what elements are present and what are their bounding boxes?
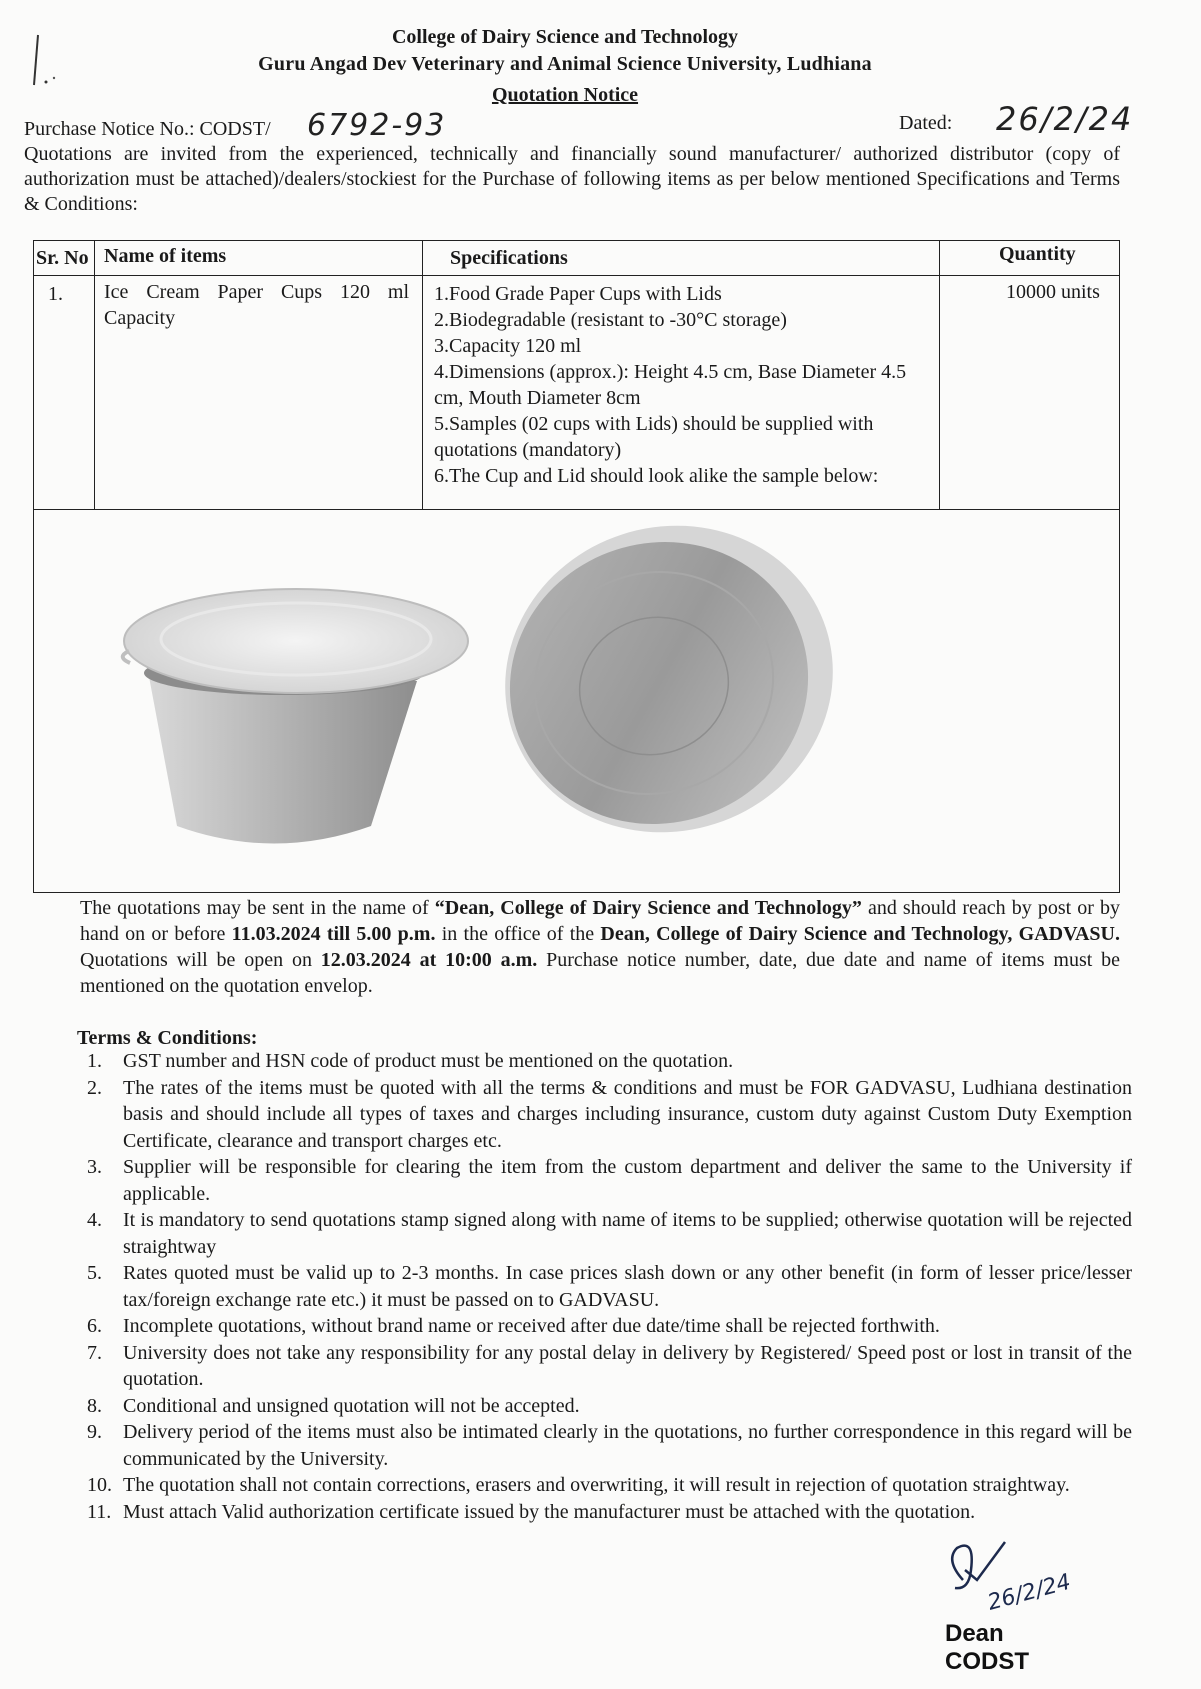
signature-date: 26/2/24: [985, 1569, 1074, 1616]
term-item: 5. Rates quoted must be valid up to 2-3 months. In case prices slash down or any other benefit (in form of lesser price/lesser tax/foreign exchange rate etc.) it must be passed on to GADVASU.: [87, 1262, 1132, 1311]
term-item: 9. Delivery period of the items must also be intimated clearly in the quotations, no further correspondence in this regard will be communicated by the University.: [87, 1421, 1132, 1470]
page-title: Quotation Notice: [491, 84, 639, 106]
office-text: Dean, College of Dairy Science and Technology, GADVASU.: [600, 923, 1120, 945]
dated-label: Dated:: [899, 112, 953, 134]
terms-list: [87, 1048, 1132, 1525]
term-item: 2. The rates of the items must be quoted with all the terms & conditions and must be FOR GADVASU, Ludhiana destination basis and should include all types of taxes and charges including insurance, custom duty against Custom Duty Exemption Certificate, clearance and transport charges etc.: [87, 1076, 1132, 1152]
date-handwritten: 26/2/24: [996, 100, 1134, 138]
term-item: 1. GST number and HSN code of product must be mentioned on the quotation.: [87, 1050, 734, 1072]
term-item: 3. Supplier will be responsible for clearing the item from the custom department and deliver the same to the University if applicable.: [87, 1156, 1132, 1205]
term-item: 7. University does not take any responsibility for any postal delay in delivery by Registered/ Speed post or lost in transit of the quotation.: [87, 1341, 1132, 1390]
lid-icon: [465, 511, 873, 875]
header-name-of-items: Name of items: [104, 245, 227, 267]
term-item: 10. The quotation shall not contain corrections, erasers and overwriting, it will result in rejection of quotation straightway.: [87, 1474, 1070, 1496]
spec-item: 4.Dimensions (approx.): Height 4.5 cm, Base Diameter 4.5 cm, Mouth Diameter 8cm: [434, 361, 907, 409]
term-item: 8. Conditional and unsigned quotation will not be accepted.: [87, 1394, 580, 1417]
spec-item: 1.Food Grade Paper Cups with Lids: [434, 283, 722, 305]
row-item-name: Ice Cream Paper Cups 120 ml Capacity: [104, 281, 409, 329]
term-item: 4. It is mandatory to send quotations stamp signed along with name of items to be supplied; otherwise quotation will be rejected straightway: [87, 1209, 1132, 1258]
notice-number-handwritten: 6792-93: [307, 108, 447, 143]
signatory-title: [945, 1620, 1029, 1676]
cup-with-lid-icon: [123, 589, 468, 844]
spec-item: 6.The Cup and Lid should look alike the sample below:: [434, 465, 879, 487]
spec-item: 2.Biodegradable (resistant to -30°C storage): [434, 309, 787, 331]
row-sr-no: 1.: [48, 283, 63, 305]
header-specifications: Specifications: [450, 247, 568, 269]
intro-paragraph: Quotations are invited from the experienced, technically and financially sound manufacturer/ authorized distributor (copy of authorization must be attached)/dealers/stockiest for the Purchase of following items as per below mentioned Specifications and Terms & Conditions:: [24, 143, 1120, 215]
header-sr-no: Sr. No: [36, 247, 89, 269]
signatory-title-dean: Dean: [945, 1620, 1004, 1647]
header-quantity: Quantity: [999, 243, 1076, 265]
spec-item: 3.Capacity 120 ml: [434, 335, 582, 357]
term-item: 6. Incomplete quotations, without brand name or received after due date/time shall be rejected forthwith.: [87, 1315, 940, 1337]
submission-paragraph: The quotations may be sent in the name of “Dean, College of Dairy Science and Technology” and should reach by post or by hand on or before 11.03.2024 till 5.00 p.m. in the office of the Dean, College of Dairy Science and Technology, GADVASU. Quotations will be open on 12.03.2024 at 10:00 a.m. Purchase notice number, date, due date and name of items must be mentioned on the quotation envelop.: [80, 897, 1121, 997]
signatory-title-codst: CODST: [945, 1648, 1029, 1675]
opening-date-text: 12.03.2024 at 10:00 a.m.: [320, 949, 538, 971]
college-name: College of Dairy Science and Technology: [391, 26, 739, 48]
terms-heading: Terms & Conditions:: [77, 1027, 258, 1049]
sample-cup-and-lid-image: [34, 511, 1118, 891]
row-quantity: 10000 units: [1006, 281, 1100, 303]
addressee-text: “Dean, College of Dairy Science and Technology”: [434, 897, 862, 919]
row-specifications: [434, 281, 934, 489]
university-name: Guru Angad Dev Veterinary and Animal Science University, Ludhiana: [258, 53, 872, 75]
notice-number-label: Purchase Notice No.: CODST/: [24, 118, 271, 140]
spec-item: 5.Samples (02 cups with Lids) should be supplied with quotations (mandatory): [434, 413, 874, 461]
items-table: [33, 240, 1120, 893]
term-item: 11. Must attach Valid authorization certificate issued by the manufacturer must be attached with the quotation.: [87, 1500, 976, 1523]
due-date-text: 11.03.2024 till 5.00 p.m.: [231, 923, 436, 945]
